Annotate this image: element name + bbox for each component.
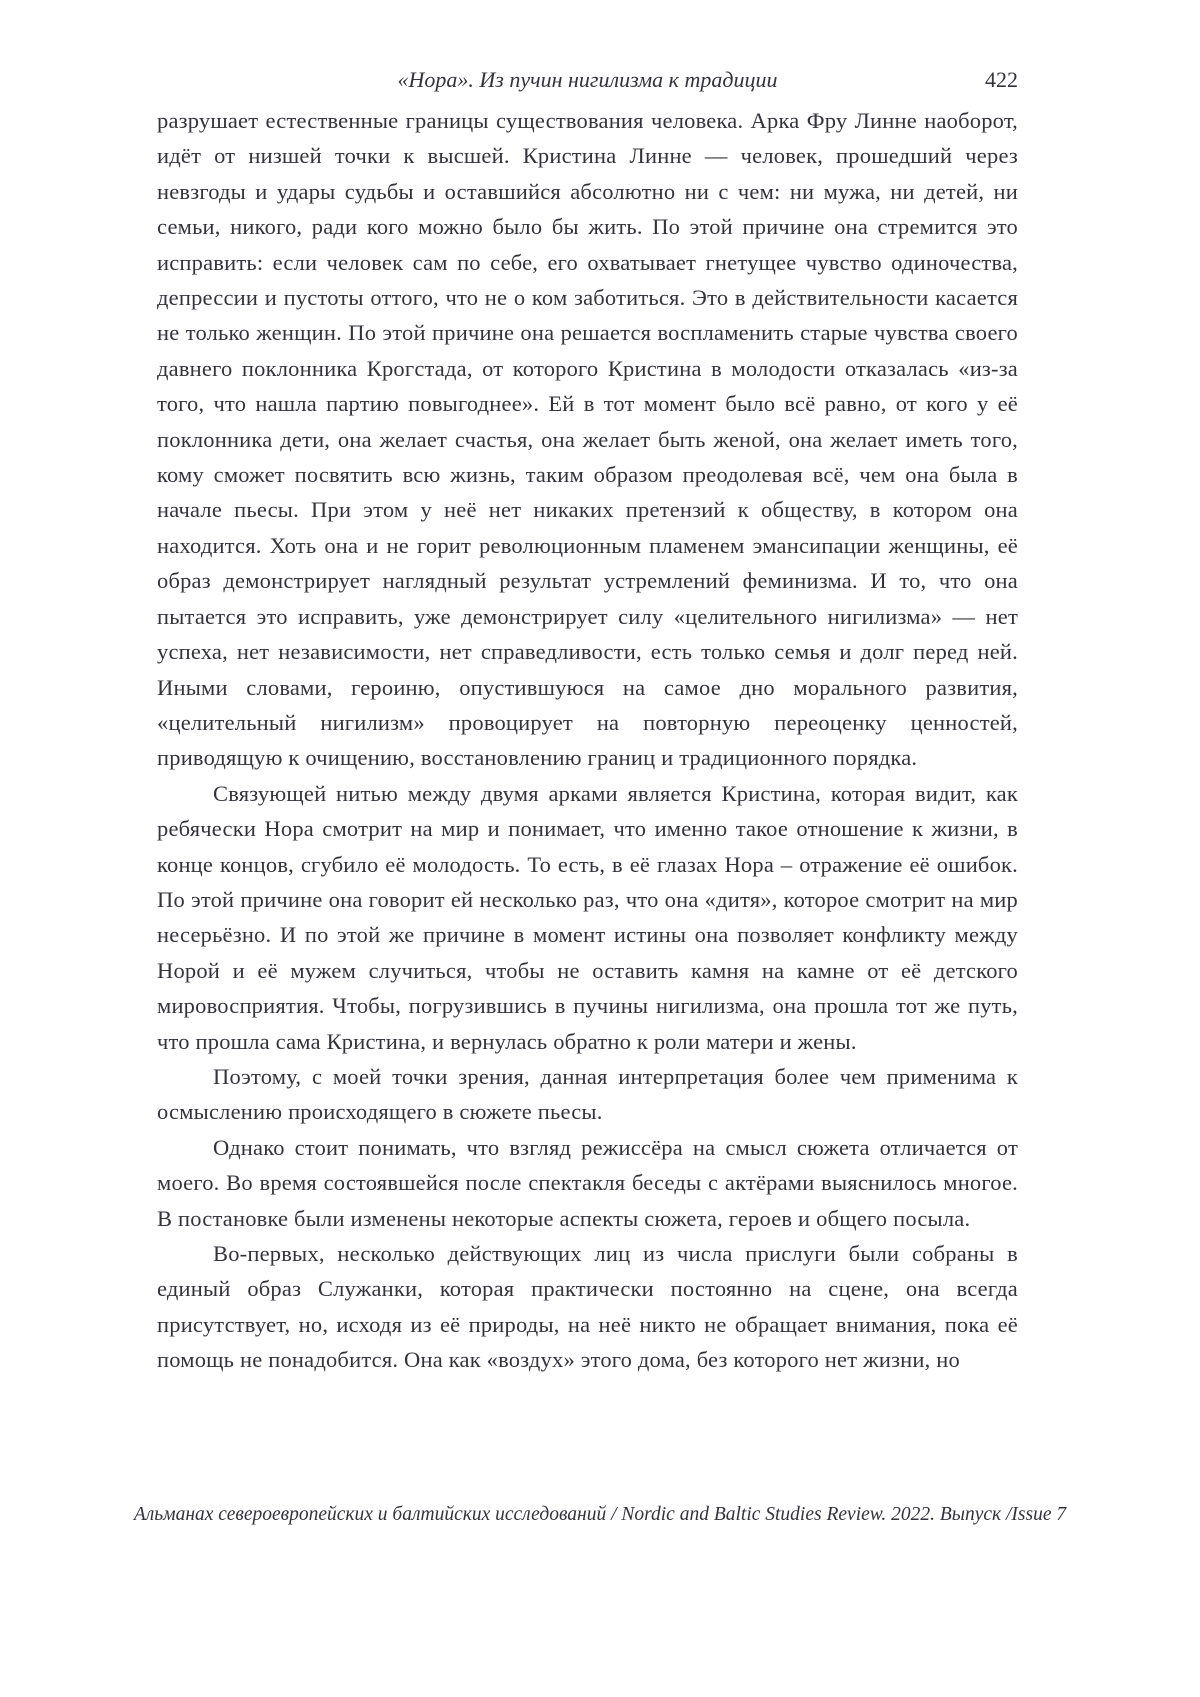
paragraph-1: разрушает естественные границы существования человека. Арка Фру Линне наоборот, идёт от низшей точки к высшей. Кристина Линне — человек, прошедший через невзгоды и удары судьбы и оставшийся абсолютно ни с чем: ни мужа, ни детей, ни семьи, никого, ради кого можно было бы жить. По этой причине она стремится это исправить: если человек сам по себе, его охватывает гнетущее чувство одиночества, депрессии и пустоты оттого, что не о ком заботиться. Это в действительности касается не только женщин. По этой причине она решается воспламенить старые чувства своего давнего поклонника Крогстада, от которого Кристина в молодости отказалась «из-за того, что нашла партию повыгоднее». Ей в тот момент было всё равно, от кого у её поклонника дети, она желает счастья, она желает быть женой, она желает иметь того, кому сможет посвятить всю жизнь, таким образом преодолевая всё, чем она была в начале пьесы. При этом у неё нет никаких претензий к обществу, в котором она находится. Хоть она и не горит революционным пламенем эмансипации женщины, её образ демонстрирует наглядный результат устремлений феминизма. И то, что она пытается это исправить, уже демонстрирует силу «целительного нигилизма» — нет успеха, нет независимости, нет справедливости, есть только семья и долг перед ней. Иными словами, героиню, опустившуюся на самое дно морального развития, «целительный нигилизм» провоцирует на повторную переоценку ценностей, приводящую к очищению, восстановлению границ и традиционного порядка. [157,108,1018,771]
page-body [157,103,1018,1378]
paragraph-5: Во-первых, несколько действующих лиц из числа прислуги были собраны в единый образ Служанки, которая практически постоянно на сцене, она всегда присутствует, но, исходя из её природы, на неё никто не обращает внимания, пока её помощь не понадобится. Она как «воздух» этого дома, без которого нет жизни, но [157,1241,1018,1373]
paragraph-2: Связующей нитью между двумя арками является Кристина, которая видит, как ребячески Нора смотрит на мир и понимает, что именно такое отношение к жизни, в конце концов, сгубило её молодость. То есть, в её глазах Нора – отражение её ошибок. По этой причине она говорит ей несколько раз, что она «дитя», которое смотрит на мир несерьёзно. И по этой же причине в момент истины она позволяет конфликту между Норой и её мужем случиться, чтобы не оставить камня на камне от её детского мировосприятия. Чтобы, погрузившись в пучины нигилизма, она прошла тот же путь, что прошла сама Кристина, и вернулась обратно к роли матери и жены. [157,780,1018,1054]
paragraph-4: Однако стоит понимать, что взгляд режиссёра на смысл сюжета отличается от моего. Во время состоявшейся после спектакля беседы с актёрами выяснилось многое. В постановке были изменены некоторые аспекты сюжета, героев и общего посыла. [157,1134,1018,1231]
running-title: «Нора». Из пучин нигилизма к традиции [397,67,778,92]
page-number: 422 [985,67,1018,92]
paragraph-3: Поэтому, с моей точки зрения, данная интерпретация более чем применима к осмыслению происходящего в сюжете пьесы. [157,1063,1018,1125]
page-header [157,66,1018,94]
page-footer [120,1502,1080,1528]
footer-text: Альманах североевропейских и балтийских исследований / Nordic and Baltic Studies Review. 2022. Выпуск /Issue 7 [133,1504,1067,1525]
